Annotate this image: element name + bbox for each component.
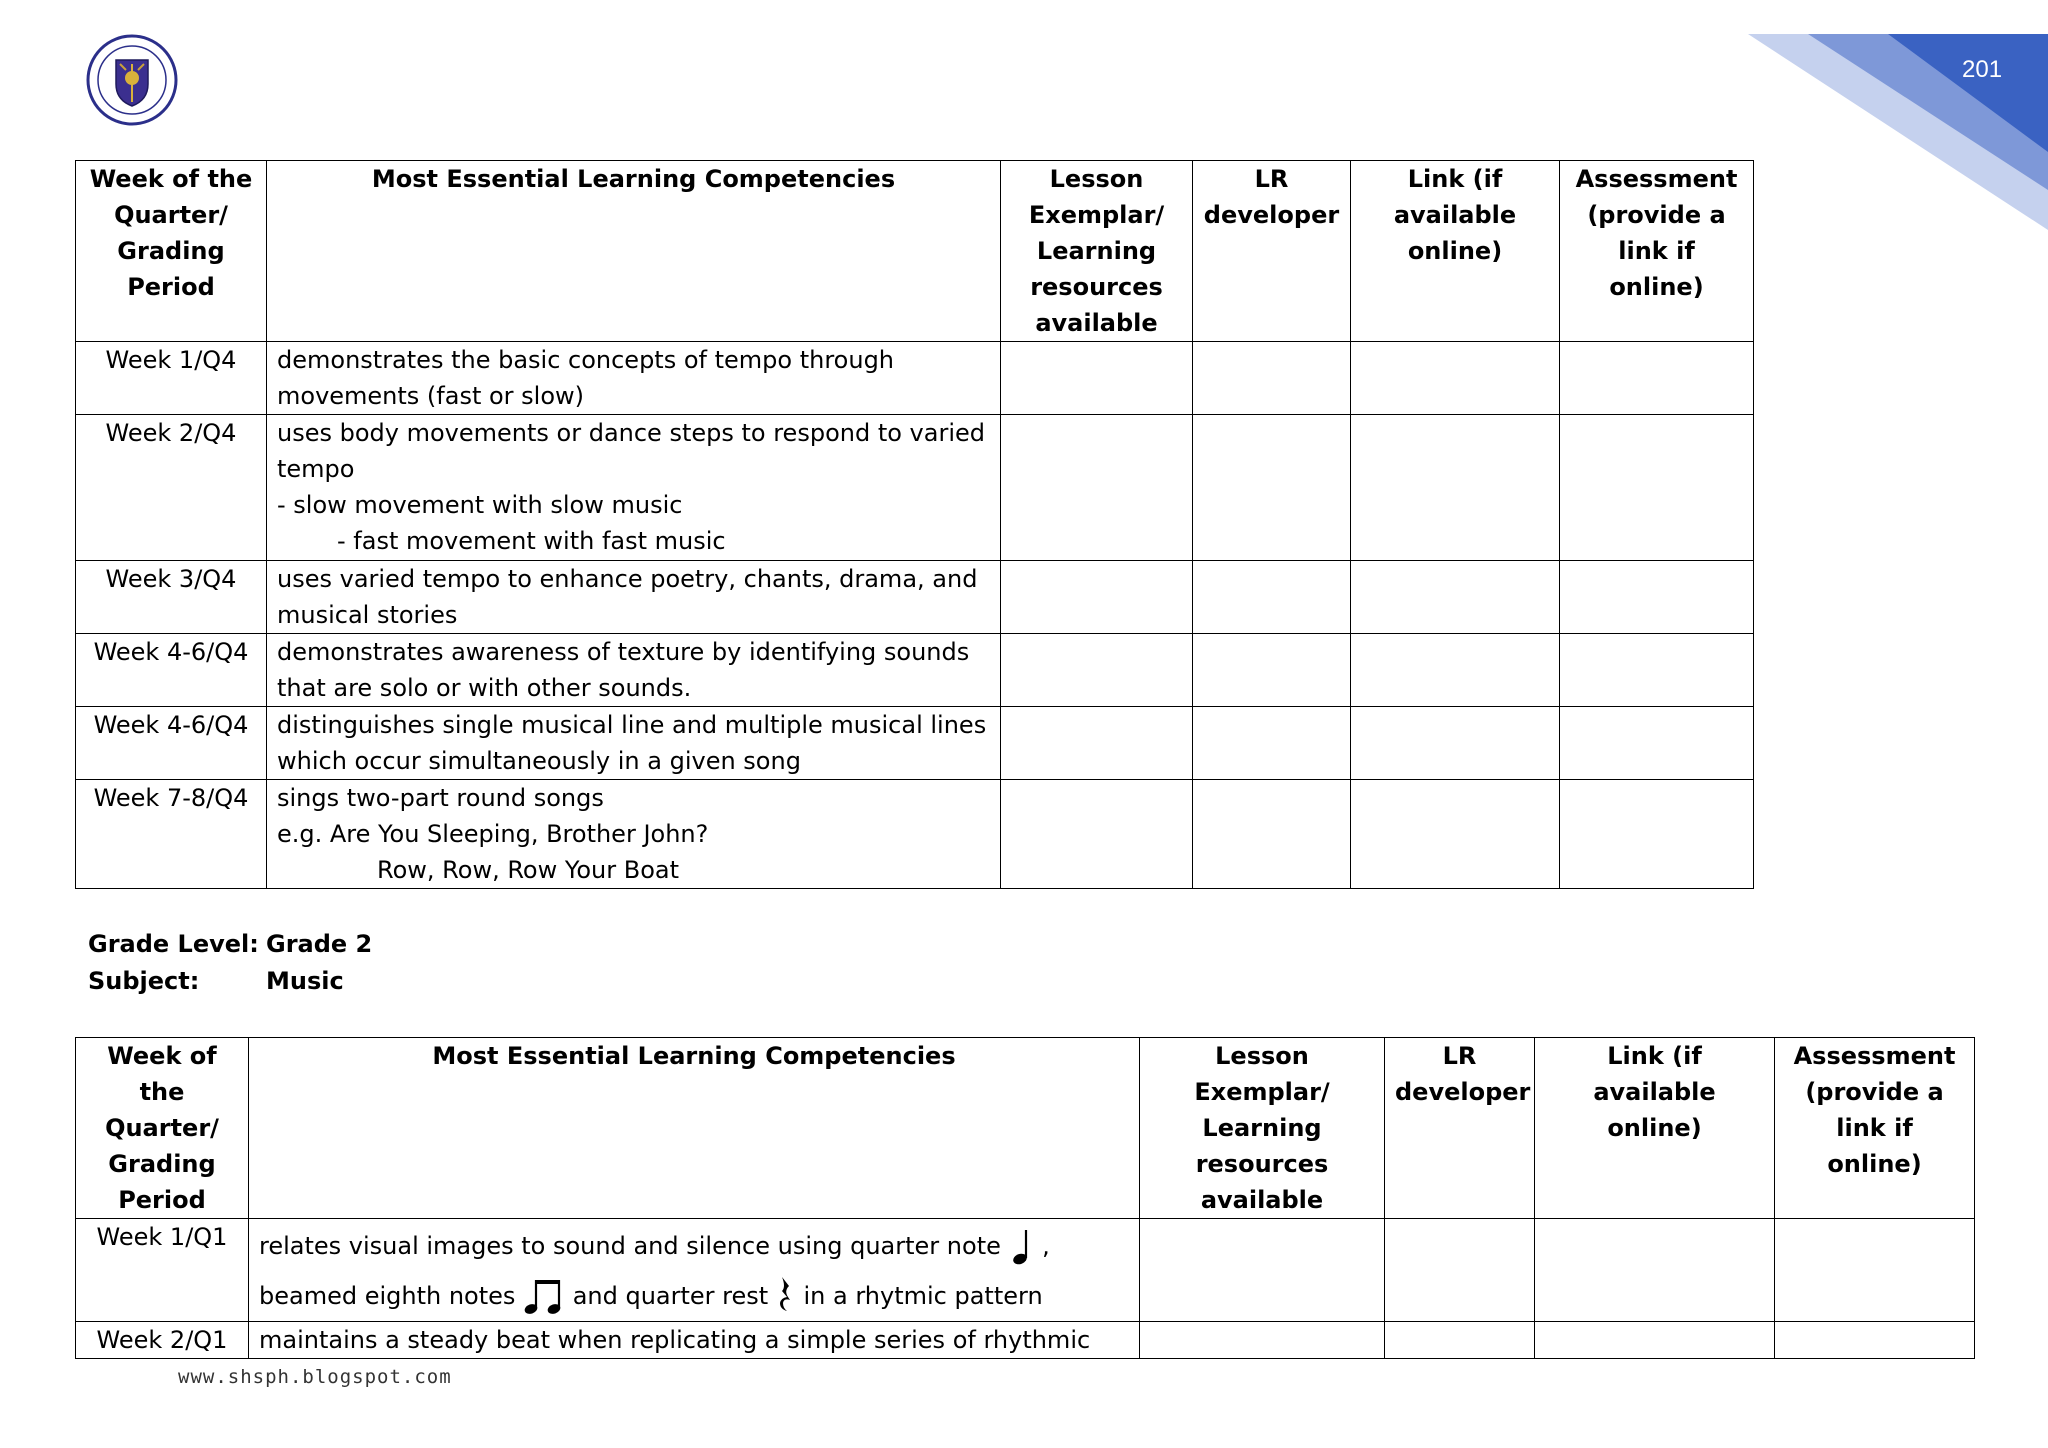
competency-text: beamed eighth notes (259, 1282, 516, 1310)
competency-table-grade2 (75, 1037, 1975, 1359)
week-cell: Week 2/Q4 (76, 415, 267, 561)
empty-cell (1001, 415, 1193, 561)
competency-line: - fast movement with fast music (337, 527, 726, 555)
header-lesson-exemplar: Lesson Exemplar/ Learning resources available (1001, 161, 1193, 342)
competency-line: movements (fast or slow) (277, 382, 585, 410)
empty-cell (1775, 1219, 1975, 1322)
empty-cell (1193, 415, 1351, 561)
page-number: 201 (1962, 56, 2003, 83)
competency-line: musical stories (277, 601, 458, 629)
empty-cell (1351, 561, 1560, 634)
header-week: Week of the Quarter/ Grading Period (76, 161, 267, 342)
competency-cell (267, 780, 1001, 889)
header-link: Link (if available online) (1535, 1038, 1775, 1219)
competency-line: which occur simultaneously in a given song (277, 747, 801, 775)
deped-seal-icon (86, 34, 178, 126)
empty-cell (1193, 561, 1351, 634)
empty-cell (1560, 342, 1754, 415)
subject-label: Subject: (88, 967, 200, 995)
competency-cell: maintains a steady beat when replicating a simple series of rhythmic (249, 1322, 1140, 1359)
empty-cell (1535, 1219, 1775, 1322)
empty-cell (1001, 561, 1193, 634)
competency-cell (267, 342, 1001, 415)
header-competencies: Most Essential Learning Competencies (249, 1038, 1140, 1219)
week-cell: Week 2/Q1 (76, 1322, 249, 1359)
competency-line: demonstrates awareness of texture by identifying sounds (277, 638, 970, 666)
competency-cell (267, 415, 1001, 561)
empty-cell (1001, 342, 1193, 415)
competency-line (259, 1271, 1129, 1321)
grade-level-label: Grade Level: (88, 930, 259, 958)
empty-cell (1001, 707, 1193, 780)
competency-line: that are solo or with other sounds. (277, 674, 692, 702)
header-lesson-exemplar: Lesson Exemplar/ Learning resources available (1140, 1038, 1385, 1219)
subject-line (88, 963, 372, 1000)
empty-cell (1775, 1322, 1975, 1359)
competency-text: and quarter rest (572, 1282, 769, 1310)
week-cell: Week 4-6/Q4 (76, 634, 267, 707)
table-row (76, 1322, 1975, 1359)
empty-cell (1560, 415, 1754, 561)
table-row (76, 342, 1754, 415)
empty-cell (1351, 780, 1560, 889)
week-cell: Week 4-6/Q4 (76, 707, 267, 780)
week-cell: Week 1/Q1 (76, 1219, 249, 1322)
competency-line: tempo (277, 455, 355, 483)
empty-cell (1560, 780, 1754, 889)
competency-text: relates visual images to sound and silence using quarter note (259, 1232, 1001, 1260)
table-row (76, 707, 1754, 780)
empty-cell (1560, 707, 1754, 780)
empty-cell (1351, 707, 1560, 780)
empty-cell (1193, 342, 1351, 415)
competency-text: in a rhytmic pattern (803, 1282, 1043, 1310)
grade-subject-block (88, 926, 372, 1000)
empty-cell (1193, 707, 1351, 780)
competency-cell (249, 1219, 1140, 1322)
empty-cell (1001, 780, 1193, 889)
header-link: Link (if available online) (1351, 161, 1560, 342)
header-competencies: Most Essential Learning Competencies (267, 161, 1001, 342)
corner-decoration (1748, 0, 2048, 240)
header-lr-developer: LR developer (1193, 161, 1351, 342)
competency-line: Row, Row, Row Your Boat (377, 856, 680, 884)
table-header-row (76, 1038, 1975, 1219)
table-row (76, 415, 1754, 561)
empty-cell (1193, 780, 1351, 889)
quarter-rest-icon (776, 1275, 796, 1319)
quarter-note-icon (1009, 1226, 1035, 1268)
empty-cell (1001, 634, 1193, 707)
table-header-row (76, 161, 1754, 342)
competency-cell (267, 561, 1001, 634)
competency-cell (267, 634, 1001, 707)
footer-url: www.shsph.blogspot.com (178, 1366, 452, 1388)
grade-level-line (88, 926, 372, 963)
competency-line: uses body movements or dance steps to respond to varied (277, 419, 985, 447)
header-assessment: Assessment (provide a link if online) (1560, 161, 1754, 342)
competency-line: distinguishes single musical line and multiple musical lines (277, 711, 987, 739)
header-assessment: Assessment (provide a link if online) (1775, 1038, 1975, 1219)
empty-cell (1560, 561, 1754, 634)
empty-cell (1140, 1219, 1385, 1322)
subject-value: Music (266, 967, 344, 995)
table-row (76, 780, 1754, 889)
competency-table-grade1 (75, 160, 1754, 889)
competency-line: uses varied tempo to enhance poetry, chants, drama, and (277, 565, 978, 593)
competency-line: - slow movement with slow music (277, 491, 683, 519)
competency-line: e.g. Are You Sleeping, Brother John? (277, 820, 709, 848)
week-cell: Week 7-8/Q4 (76, 780, 267, 889)
competency-line: sings two-part round songs (277, 784, 604, 812)
empty-cell (1351, 342, 1560, 415)
table-row (76, 561, 1754, 634)
competency-cell (267, 707, 1001, 780)
header-week: Week of the Quarter/ Grading Period (76, 1038, 249, 1219)
week-cell: Week 3/Q4 (76, 561, 267, 634)
empty-cell (1385, 1322, 1535, 1359)
empty-cell (1193, 634, 1351, 707)
empty-cell (1351, 634, 1560, 707)
empty-cell (1351, 415, 1560, 561)
header-lr-developer: LR developer (1385, 1038, 1535, 1219)
competency-line: demonstrates the basic concepts of tempo through (277, 346, 895, 374)
empty-cell (1560, 634, 1754, 707)
grade-level-value: Grade 2 (266, 930, 373, 958)
empty-cell (1140, 1322, 1385, 1359)
table-row (76, 1219, 1975, 1322)
beamed-eighth-notes-icon (523, 1276, 565, 1318)
competency-text: , (1042, 1232, 1050, 1260)
week-cell: Week 1/Q4 (76, 342, 267, 415)
competency-line (259, 1221, 1129, 1271)
empty-cell (1535, 1322, 1775, 1359)
empty-cell (1385, 1219, 1535, 1322)
table-row (76, 634, 1754, 707)
